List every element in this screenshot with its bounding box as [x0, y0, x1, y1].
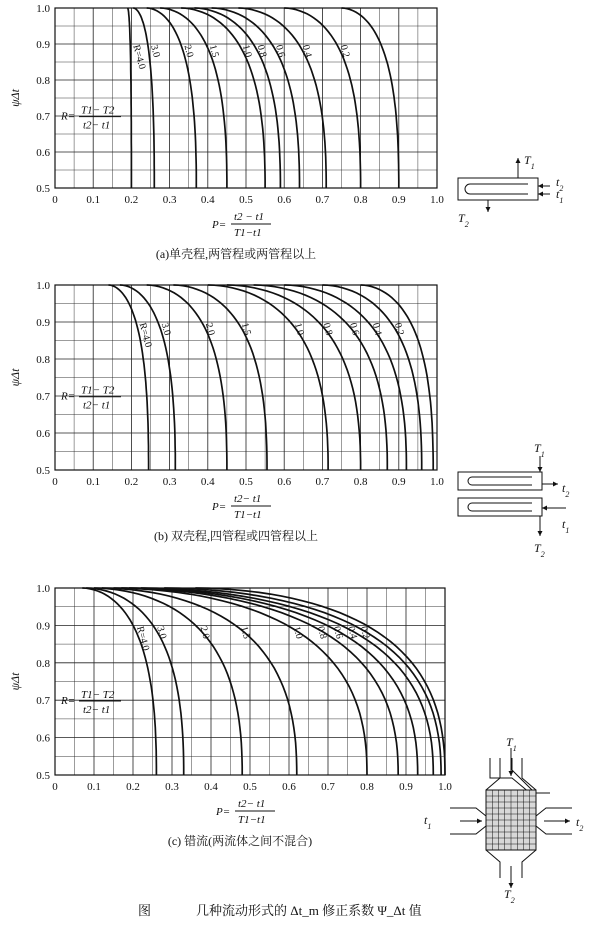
- p-definition-lhs: P=: [212, 501, 227, 513]
- x-tick-label: 0: [52, 476, 58, 488]
- x-tick-label: 0.9: [399, 781, 413, 793]
- y-axis-label: ψΔt: [8, 672, 22, 691]
- y-tick-label: 0.5: [36, 770, 50, 782]
- x-tick-label: 0.6: [277, 476, 292, 488]
- x-tick-label: 0.3: [165, 781, 179, 793]
- x-tick-label: 0: [52, 194, 58, 206]
- curve-label: 2.0: [181, 43, 196, 59]
- p-definition-lhs: P=: [212, 219, 227, 231]
- curve-label: R=4.0: [130, 43, 148, 71]
- p-definition-denominator: T1−t1: [234, 227, 262, 239]
- r-definition-numerator: T1− T2: [81, 104, 115, 117]
- x-tick-label: 0.1: [86, 476, 101, 488]
- x-tick-label: 0.2: [126, 781, 140, 793]
- panel-caption: (b) 双壳程,四管程或四管程以上: [154, 529, 318, 543]
- x-tick-label: 0.2: [124, 194, 139, 206]
- label-t2: $t_2$: [556, 175, 564, 193]
- cold-out-arrow-head: [565, 819, 570, 824]
- label-t2: $t_2$: [576, 815, 584, 833]
- label-T2: $T_2$: [504, 887, 515, 905]
- curve-label: 0.8: [254, 43, 269, 59]
- x-tick-label: 0.5: [239, 194, 253, 206]
- x-tick-label: 0.7: [315, 194, 330, 206]
- curve-label: 2.0: [197, 625, 212, 641]
- y-tick-label: 0.8: [36, 75, 50, 87]
- y-tick-label: 0.7: [36, 695, 50, 708]
- y-tick-label: 1.0: [36, 583, 50, 595]
- p-definition-denominator: T1−t1: [238, 814, 266, 826]
- x-tick-label: 0.5: [243, 781, 257, 793]
- y-tick-label: 1.0: [36, 3, 50, 15]
- label-T1: $T_1$: [506, 735, 517, 753]
- p-definition-numerator: t2 − t1: [234, 211, 265, 223]
- y-tick-label: 0.5: [36, 183, 50, 195]
- shell-out-arrow-head: [486, 207, 491, 212]
- x-tick-label: 0.8: [353, 194, 368, 206]
- x-tick-label: 0.5: [239, 476, 253, 488]
- tube-out-arrow-head: [553, 482, 558, 487]
- p-definition-denominator: T1−t1: [234, 509, 262, 521]
- label-t2: $t_2$: [562, 481, 570, 499]
- curve-label: 1.0: [290, 625, 305, 641]
- label-T1: $T_1$: [524, 153, 535, 171]
- curve-label: 3.0: [154, 625, 169, 641]
- r-definition-denominator: t2− t1: [83, 399, 111, 412]
- y-tick-label: 0.7: [36, 391, 50, 403]
- r-definition-numerator: T1− T2: [81, 384, 115, 397]
- shell-outline-top: [458, 472, 542, 490]
- exchanger-schematic-1: [458, 441, 569, 559]
- label-T2: $T_2$: [458, 211, 469, 229]
- cold-in-arrow-head: [477, 819, 482, 824]
- y-axis-label: ψΔt: [8, 89, 22, 107]
- y-tick-label: 0.9: [36, 39, 50, 51]
- y-tick-label: 0.9: [36, 317, 50, 329]
- curve-label: 0.4: [345, 625, 360, 641]
- x-tick-label: 0.6: [282, 781, 296, 793]
- curve-label: 0.6: [330, 625, 345, 641]
- y-tick-label: 0.7: [36, 111, 50, 123]
- x-tick-label: 0.4: [204, 781, 218, 793]
- label-t1: $t_1$: [562, 517, 570, 535]
- x-tick-label: 0.1: [86, 194, 101, 206]
- r-definition-denominator: t2− t1: [83, 119, 111, 132]
- x-tick-label: 1.0: [430, 476, 444, 488]
- chart-panel-b: [8, 280, 444, 543]
- y-tick-label: 0.6: [36, 147, 50, 159]
- curve-label: 3.0: [158, 321, 173, 337]
- x-tick-label: 1.0: [438, 781, 452, 793]
- x-tick-label: 0: [52, 781, 58, 793]
- tube-pass-top: [468, 477, 532, 485]
- panel-caption: (a)单壳程,两管程或两管程以上: [155, 247, 317, 261]
- r-definition-lhs: R=: [61, 390, 76, 403]
- x-tick-label: 1.0: [430, 194, 444, 206]
- chart-panel-a: [8, 3, 444, 261]
- label-T1: $T_1$: [534, 441, 545, 459]
- exchanger-schematic-0: [458, 153, 563, 229]
- y-tick-label: 0.6: [36, 428, 50, 440]
- curve-label: 0.4: [299, 43, 314, 59]
- figure-label: 图: [138, 903, 152, 918]
- chart-panel-c: [8, 583, 452, 848]
- p-definition-numerator: t2− t1: [238, 798, 266, 810]
- tube-out-arrow-head: [538, 184, 543, 189]
- label-T2: $T_2$: [534, 541, 545, 559]
- x-tick-label: 0.8: [353, 476, 368, 488]
- tube-in-arrow-head: [538, 192, 543, 197]
- curve-label: 1.0: [291, 321, 306, 337]
- y-tick-label: 0.5: [36, 465, 50, 477]
- hot-in-arrow-head: [509, 771, 514, 776]
- r-definition-denominator: t2− t1: [83, 703, 111, 716]
- shell-in-arrow-head: [516, 158, 521, 163]
- exchanger-schematic-2: [424, 735, 583, 905]
- curve-label: 2.0: [202, 321, 217, 337]
- y-tick-label: 0.6: [36, 732, 50, 745]
- curve-label: 1.5: [238, 625, 252, 641]
- label-t1: $t_1$: [556, 187, 564, 205]
- label-t1: $t_1$: [424, 813, 432, 831]
- p-definition-lhs: P=: [216, 806, 231, 818]
- curve-label: 0.2: [337, 43, 352, 59]
- y-axis-label: ψΔt: [8, 368, 22, 387]
- figure-caption: 几种流动形式的 Δt_m 修正系数 Ψ_Δt 值: [196, 903, 422, 918]
- panel-caption: (c) 错流(两流体之间不混合): [167, 834, 313, 848]
- duct-path: [490, 758, 550, 793]
- curve-label: 0.8: [320, 321, 335, 337]
- x-tick-label: 0.9: [391, 476, 406, 488]
- curve-label: 1.0: [239, 43, 254, 59]
- curve-label: 0.4: [369, 321, 384, 337]
- x-tick-label: 0.3: [162, 476, 177, 488]
- curve-label: 0.6: [273, 43, 287, 59]
- tube-pass-bottom: [468, 503, 532, 511]
- x-tick-label: 0.7: [315, 476, 330, 488]
- y-tick-label: 0.8: [36, 354, 50, 366]
- curve-label: 1.5: [238, 321, 253, 337]
- x-tick-label: 0.6: [277, 194, 292, 206]
- x-tick-label: 0.7: [321, 781, 335, 793]
- x-tick-label: 0.4: [200, 194, 215, 206]
- shell-outline-bottom: [458, 498, 542, 516]
- y-tick-label: 1.0: [36, 280, 50, 292]
- curve-label: 0.2: [357, 625, 372, 641]
- curve-label: 0.6: [347, 321, 361, 337]
- tube-in-arrow-head: [542, 506, 547, 511]
- r-definition-lhs: R=: [61, 110, 76, 123]
- r-definition-numerator: T1− T2: [81, 688, 115, 701]
- x-tick-label: 0.1: [87, 781, 101, 793]
- x-tick-label: 0.8: [360, 781, 374, 793]
- curve-label: R=4.0: [136, 321, 154, 349]
- p-definition-numerator: t2− t1: [234, 493, 262, 505]
- r-definition-lhs: R=: [61, 694, 76, 707]
- x-tick-label: 0.4: [200, 476, 215, 488]
- shell-out-arrow-head: [538, 531, 543, 536]
- x-tick-label: 0.3: [162, 194, 177, 206]
- x-tick-label: 0.2: [124, 476, 139, 488]
- tube-pass: [465, 184, 528, 194]
- curve-label: 0.8: [314, 625, 329, 641]
- curve-label: R=4.0: [134, 625, 152, 652]
- shell-outline: [458, 178, 538, 200]
- shell-in-arrow-head: [538, 467, 543, 472]
- curve-label: 3.0: [148, 43, 162, 59]
- curve-label: 0.2: [391, 321, 406, 337]
- x-tick-label: 0.9: [391, 194, 406, 206]
- y-tick-label: 0.8: [36, 657, 50, 670]
- y-tick-label: 0.9: [36, 620, 50, 633]
- curve-label: 1.5: [206, 43, 221, 59]
